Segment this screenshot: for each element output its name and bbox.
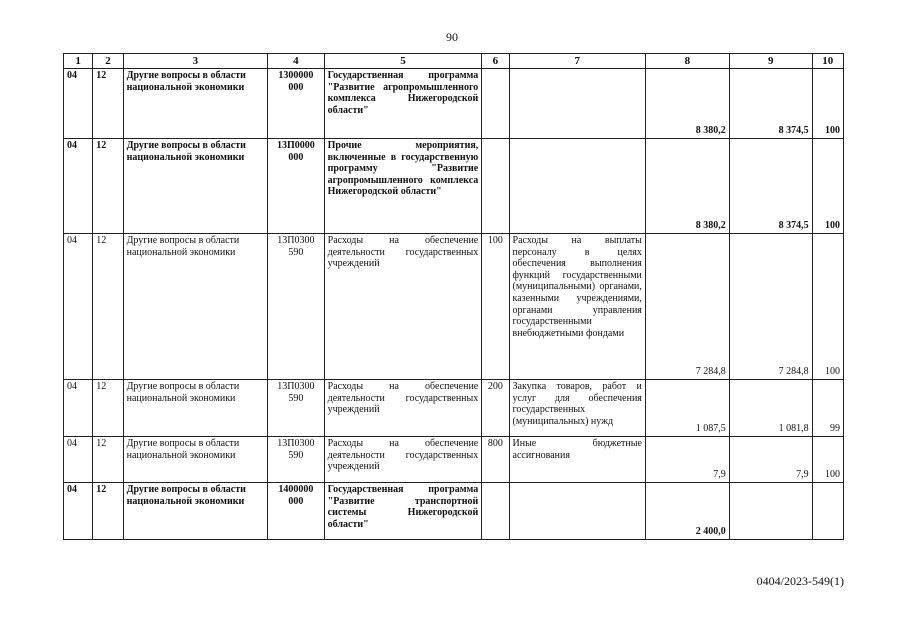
subsection-code: 12: [93, 234, 123, 380]
section-code: 04: [64, 483, 93, 540]
target-article-name: Прочие мероприятия, включенные в государственную программу "Развитие агропромышленного комплекса Нижегородской области": [324, 139, 482, 234]
subsection-code: 12: [93, 380, 123, 437]
target-article-code: 1300000 000: [268, 69, 325, 139]
execution-percent: 100: [812, 234, 843, 380]
table-row: [64, 234, 844, 380]
column-header: 1: [64, 54, 93, 69]
target-article-code: 13П0300 590: [268, 437, 325, 483]
subsection-code: 12: [93, 483, 123, 540]
target-article-name: Государственная программа "Развитие транспортной системы Нижегородской области": [324, 483, 482, 540]
expense-type-code: 200: [482, 380, 509, 437]
section-code: 04: [64, 437, 93, 483]
expense-type-name: Иные бюджетные ассигнования: [509, 437, 645, 483]
table-row: [64, 437, 844, 483]
section-code: 04: [64, 139, 93, 234]
section-name: Другие вопросы в области национальной экономики: [123, 69, 267, 139]
section-name: Другие вопросы в области национальной экономики: [123, 483, 267, 540]
column-header: 5: [324, 54, 482, 69]
target-article-name: Государственная программа "Развитие агропромышленного комплекса Нижегородской области": [324, 69, 482, 139]
column-header: 2: [93, 54, 123, 69]
target-article-code: 13П0000 000: [268, 139, 325, 234]
actual-amount: 8 374,5: [729, 69, 812, 139]
column-header: 10: [812, 54, 843, 69]
table-row: [64, 483, 844, 540]
execution-percent: 100: [812, 437, 843, 483]
section-name: Другие вопросы в области национальной экономики: [123, 437, 267, 483]
section-name: Другие вопросы в области национальной экономики: [123, 234, 267, 380]
column-header: 4: [268, 54, 325, 69]
subsection-code: 12: [93, 139, 123, 234]
expense-type-code: [482, 139, 509, 234]
header-row: [64, 54, 844, 69]
section-code: 04: [64, 234, 93, 380]
expense-type-name: Расходы на выплаты персоналу в целях обеспечения выполнения функций государственными (муниципальными) органами, казенными учреждениями, органами управления государственными внебюджетными фондами: [509, 234, 645, 380]
expense-type-name: [509, 69, 645, 139]
target-article-code: 13П0300 590: [268, 234, 325, 380]
page-number: 90: [446, 30, 458, 44]
expense-type-code: [482, 69, 509, 139]
planned-amount: 1 087,5: [645, 380, 729, 437]
execution-percent: 100: [812, 139, 843, 234]
execution-percent: 99: [812, 380, 843, 437]
column-header: 6: [482, 54, 509, 69]
column-header: 9: [729, 54, 812, 69]
table-row: [64, 139, 844, 234]
column-header: 7: [509, 54, 645, 69]
target-article-name: Расходы на обеспечение деятельности государственных учреждений: [324, 234, 482, 380]
document-code: 0404/2023-549(1): [756, 574, 844, 588]
column-header: 8: [645, 54, 729, 69]
expense-type-name: Закупка товаров, работ и услуг для обеспечения государственных (муниципальных) нужд: [509, 380, 645, 437]
expense-type-name: [509, 139, 645, 234]
planned-amount: 7 284,8: [645, 234, 729, 380]
expense-type-code: 100: [482, 234, 509, 380]
expense-type-name: [509, 483, 645, 540]
subsection-code: 12: [93, 437, 123, 483]
actual-amount: [729, 483, 812, 540]
budget-table: [63, 53, 844, 540]
expense-type-code: 800: [482, 437, 509, 483]
target-article-name: Расходы на обеспечение деятельности государственных учреждений: [324, 380, 482, 437]
column-header: 3: [123, 54, 267, 69]
actual-amount: 1 081,8: [729, 380, 812, 437]
target-article-code: 1400000 000: [268, 483, 325, 540]
actual-amount: 8 374,5: [729, 139, 812, 234]
table-row: [64, 69, 844, 139]
section-code: 04: [64, 69, 93, 139]
actual-amount: 7,9: [729, 437, 812, 483]
planned-amount: 8 380,2: [645, 139, 729, 234]
execution-percent: [812, 483, 843, 540]
planned-amount: 8 380,2: [645, 69, 729, 139]
table-row: [64, 380, 844, 437]
section-name: Другие вопросы в области национальной экономики: [123, 139, 267, 234]
target-article-code: 13П0300 590: [268, 380, 325, 437]
actual-amount: 7 284,8: [729, 234, 812, 380]
subsection-code: 12: [93, 69, 123, 139]
execution-percent: 100: [812, 69, 843, 139]
planned-amount: 7,9: [645, 437, 729, 483]
section-name: Другие вопросы в области национальной экономики: [123, 380, 267, 437]
planned-amount: 2 400,0: [645, 483, 729, 540]
section-code: 04: [64, 380, 93, 437]
target-article-name: Расходы на обеспечение деятельности государственных учреждений: [324, 437, 482, 483]
expense-type-code: [482, 483, 509, 540]
